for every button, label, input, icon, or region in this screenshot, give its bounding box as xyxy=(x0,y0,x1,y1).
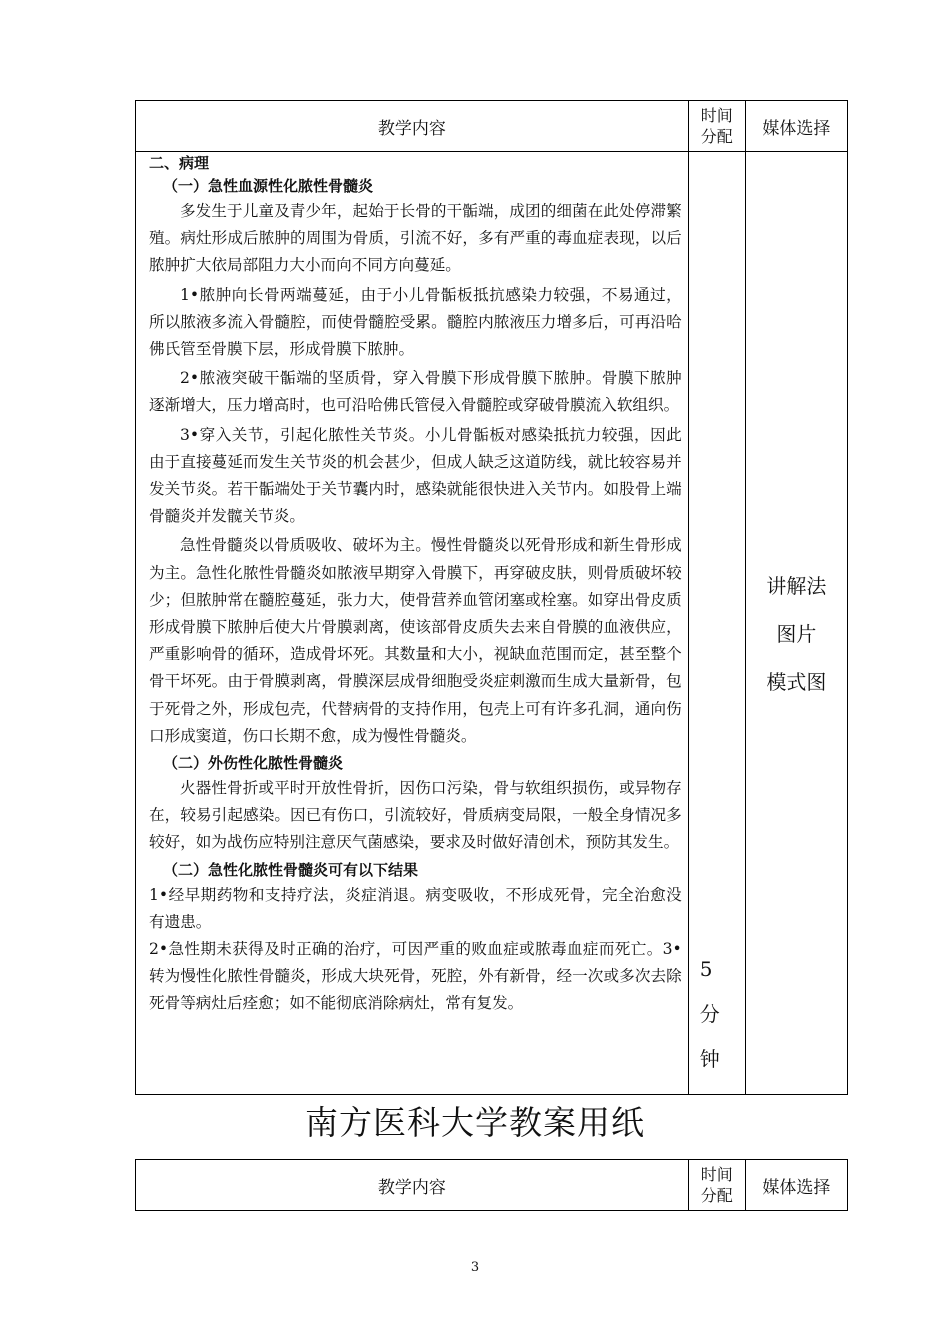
paragraph-1: 多发生于儿童及青少年，起始于长骨的干骺端，成团的细菌在此处停滞繁殖。病灶形成后脓肿的周围为骨质，引流不好，多有严重的毒血症表现，以后脓肿扩大依局部阻力大小而向不同方向蔓延。 xyxy=(149,202,682,275)
time-header-2 xyxy=(688,1160,745,1211)
content-header-2 xyxy=(136,1160,689,1211)
time-unit-1: 分 xyxy=(699,1002,720,1026)
page-title: 南方医科大学教案用纸 xyxy=(305,1103,645,1142)
time-header-line1: 时间 xyxy=(700,106,733,125)
media-list xyxy=(746,562,847,706)
lesson-table xyxy=(135,100,848,1095)
content-header-label-2: 教学内容 xyxy=(377,1177,446,1198)
page-number: 3 xyxy=(470,1260,480,1275)
lesson-table-next xyxy=(135,1159,848,1211)
paragraph-2: 1•脓肿向长骨两端蔓延，由于小儿骨骺板抵抗感染力较强，不易通过，所以脓液多流入骨髓腔，而使骨髓腔受累。髓腔内脓液压力增多后，可再沿哈佛氏管至骨膜下层，形成骨膜下脓肿。 xyxy=(149,285,682,359)
time-value: 5 xyxy=(699,957,713,981)
content-header xyxy=(136,101,689,152)
media-item-diagram: 模式图 xyxy=(766,670,827,694)
paragraph-3: 2•脓液突破干骺端的坚质骨，穿入骨膜下形成骨膜下脓肿。骨膜下脓肿逐渐增大，压力增高时，也可沿哈佛氏管侵入骨髓腔或穿破骨膜流入软组织。 xyxy=(149,369,682,415)
paragraph-4: 3•穿入关节，引起化脓性关节炎。小儿骨骺板对感染抵抗力较强，因此由于直接蔓延而发生关节炎的机会甚少，但成人缺乏这道防线，就比较容易并发关节炎。若干骺端处于关节囊内时，感染就能很快进入关节内。如股骨上端骨髓炎并发髋关节炎。 xyxy=(149,425,682,526)
table-header-row xyxy=(136,101,848,152)
time-header-2-line1: 时间 xyxy=(700,1165,733,1184)
content-body xyxy=(136,152,688,1094)
subsection-heading-2: （二）外伤性化脓性骨髓炎 xyxy=(163,754,344,773)
time-header xyxy=(688,101,745,152)
media-header-label-2: 媒体选择 xyxy=(762,1177,831,1198)
subsection-heading-1: （一）急性血源性化脓性骨髓炎 xyxy=(163,177,374,195)
time-header-line2: 分配 xyxy=(700,127,733,146)
subsection-heading-3: （二）急性化脓性骨髓炎可有以下结果 xyxy=(163,860,419,879)
paragraph-5: 急性骨髓炎以骨质吸收、破坏为主。慢性骨髓炎以死骨形成和新生骨形成为主。急性化脓性骨髓炎如脓液早期穿入骨膜下，再穿破皮肤，则骨质破坏较少；但脓肿常在髓腔蔓延，张力大，使骨营养血管闭塞或栓塞。如穿出骨皮质形成骨膜下脓肿后使大片骨膜剥离，使该部骨皮质失去来自骨膜的血液供应，严重影响骨的循环，造成骨坏死。其数量和大小，视缺血范围而定，甚至整个骨干坏死。由于骨膜剥离，骨膜深层成骨细胞受炎症刺激而生成大量新骨，包于死骨之外，形成包壳，代替病骨的支持作用，包壳上可有许多孔洞，通向伤口形成窦道，伤口长期不愈，成为慢性骨髓炎。 xyxy=(149,536,682,745)
paragraph-6: 火器性骨折或平时开放性骨折，因伤口污染，骨与软组织损伤，或异物存在，较易引起感染。因已有伤口，引流较好，骨质病变局限，一般全身情况多较好，如为战伤应特别注意厌气菌感染，要求及时做好清创术，预防其发生。 xyxy=(149,779,682,852)
section-heading: 二、病理 xyxy=(149,154,210,172)
content-cell xyxy=(136,152,689,1095)
media-cell xyxy=(745,152,847,1095)
media-header xyxy=(745,101,847,152)
time-cell xyxy=(688,152,745,1095)
table-body-row xyxy=(136,152,848,1095)
paragraph-7: 1•经早期药物和支持疗法，炎症消退。病变吸收，不形成死骨，完全治愈没有遗患。 xyxy=(149,885,682,931)
media-item-lecture: 讲解法 xyxy=(766,574,827,598)
media-header-2 xyxy=(745,1160,847,1211)
paragraph-8: 2•急性期未获得及时正确的治疗，可因严重的败血症或脓毒血症而死亡。3•转为慢性化脓性骨髓炎，形成大块死骨，死腔，外有新骨，经一次或多次去除死骨等病灶后痊愈；如不能彻底消除病灶，常有复发。 xyxy=(149,940,682,1013)
time-unit-2: 钟 xyxy=(699,1047,720,1071)
table-header-row-2 xyxy=(136,1160,848,1211)
time-header-2-line2: 分配 xyxy=(700,1186,733,1205)
media-item-pictures: 图片 xyxy=(776,622,817,646)
content-header-label: 教学内容 xyxy=(377,118,446,139)
media-header-label: 媒体选择 xyxy=(762,118,831,139)
